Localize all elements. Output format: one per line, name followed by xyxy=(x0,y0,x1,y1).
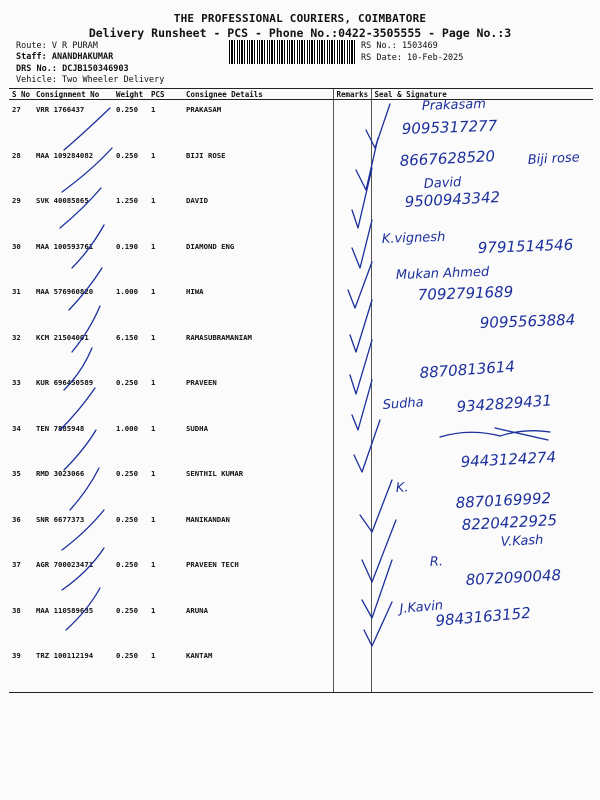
cell-weight: 0.250 xyxy=(116,605,138,615)
cell-pcs: 1 xyxy=(151,332,156,342)
cell-signature xyxy=(371,328,593,374)
cell-sno: 32 xyxy=(12,332,21,342)
cell-consignee: DIAMOND ENG xyxy=(186,241,235,251)
cell-remarks xyxy=(333,601,371,647)
cell-remarks xyxy=(333,510,371,556)
col-header-consignment: Consignment No xyxy=(33,89,113,100)
table-row xyxy=(9,601,593,647)
cell-consignment: MAA 100593761 xyxy=(36,241,94,251)
cell-remarks xyxy=(333,373,371,419)
barcode xyxy=(229,40,356,64)
cell-remarks xyxy=(333,464,371,510)
signature-phone: 9095563884 xyxy=(479,310,576,332)
vehicle-text: Vehicle: Two Wheeler Delivery xyxy=(16,75,165,85)
table-header-row xyxy=(9,89,593,100)
signature-name: R. xyxy=(429,554,444,570)
cell-consignee: ARUNA xyxy=(186,605,208,615)
signature-name: David xyxy=(423,175,462,192)
cell-remarks xyxy=(333,328,371,374)
cell-sno: 30 xyxy=(12,241,21,251)
cell-consignee: DAVID xyxy=(186,196,208,205)
cell-signature xyxy=(371,373,593,419)
cell-pcs: 1 xyxy=(151,378,156,387)
col-header-consignee: Consignee Details xyxy=(183,89,333,100)
cell-signature xyxy=(371,419,593,465)
signature-phone: 9791514546 xyxy=(477,235,574,257)
cell-consignment: KUR 696450589 xyxy=(36,378,94,387)
cell-sno: 36 xyxy=(12,514,21,524)
cell-sno: 35 xyxy=(12,469,21,478)
cell-consignee: RAMASUBRAMANIAM xyxy=(186,332,252,342)
cell-weight: 0.250 xyxy=(116,150,138,160)
cell-consignee: HIWA xyxy=(186,287,204,296)
cell-remarks xyxy=(333,191,371,237)
table-row xyxy=(9,282,593,328)
cell-signature xyxy=(371,146,593,192)
cell-remarks xyxy=(333,100,371,146)
table-row xyxy=(9,191,593,237)
runsheet-table xyxy=(9,88,593,693)
table-row xyxy=(9,646,593,692)
cell-consignee: MANIKANDAN xyxy=(186,514,230,524)
cell-weight: 6.150 xyxy=(116,332,138,342)
signature-name: V.Kash xyxy=(500,532,544,550)
cell-pcs: 1 xyxy=(148,646,183,692)
cell-signature xyxy=(371,601,593,647)
cell-sno: 37 xyxy=(12,560,21,569)
cell-sno: 34 xyxy=(12,423,21,433)
signature-name: Sudha xyxy=(382,395,425,413)
cell-weight: 1.000 xyxy=(116,287,138,296)
col-header-remarks: Remarks xyxy=(333,89,371,100)
cell-pcs: 1 xyxy=(151,105,156,114)
signature-phone: 8072090048 xyxy=(465,566,562,589)
cell-consignment: SVK 40085865 xyxy=(36,196,89,205)
signature-phone: 7092791689 xyxy=(417,282,514,304)
cell-signature xyxy=(371,100,593,146)
staff-name: ANANDHAKUMAR xyxy=(51,52,114,62)
cell-remarks xyxy=(333,146,371,192)
route-text: Route: V R PURAM xyxy=(16,41,98,51)
signature-phone: 9843163152 xyxy=(434,603,532,630)
table-row xyxy=(9,510,593,556)
cell-signature xyxy=(371,646,593,692)
cell-weight: 0.250 xyxy=(116,378,138,387)
cell-weight: 1.000 xyxy=(116,423,138,433)
cell-pcs: 1 xyxy=(151,514,156,524)
cell-remarks xyxy=(333,555,371,601)
cell-weight: 0.250 xyxy=(113,646,148,692)
cell-consignment: VRR 1766437 xyxy=(36,105,85,114)
cell-pcs: 1 xyxy=(151,560,156,569)
table-row xyxy=(9,328,593,374)
rs-number: RS No.: 1503469 xyxy=(361,41,438,51)
signature-phone: 8870813614 xyxy=(419,357,516,382)
cell-signature xyxy=(371,510,593,556)
cell-consignee: KANTAM xyxy=(183,646,333,692)
cell-consignee: PRAKASAM xyxy=(186,105,222,114)
cell-remarks xyxy=(333,419,371,465)
cell-sno: 28 xyxy=(12,150,21,160)
signature-phone: 8667628520 xyxy=(399,147,496,170)
signature-name: Mukan Ahmed xyxy=(395,264,490,283)
cell-remarks xyxy=(333,237,371,283)
drs-number: DCJB150346903 xyxy=(62,64,129,74)
cell-remarks xyxy=(333,646,371,692)
cell-weight: 1.250 xyxy=(116,196,138,205)
cell-consignment: RMD 3023066 xyxy=(36,469,85,478)
table-row xyxy=(9,419,593,465)
cell-weight: 0.250 xyxy=(116,514,138,524)
signature-name: Biji rose xyxy=(527,150,581,168)
cell-consignment: SNR 6677373 xyxy=(36,514,85,524)
cell-signature xyxy=(371,237,593,283)
cell-remarks xyxy=(333,282,371,328)
signature-phone: 8870169992 xyxy=(455,489,552,512)
signature-name: Prakasam xyxy=(421,96,487,114)
cell-sno: 29 xyxy=(12,196,21,205)
cell-signature xyxy=(371,555,593,601)
cell-weight: 0.250 xyxy=(116,469,138,478)
cell-sno: 33 xyxy=(12,378,21,387)
cell-consignment: MAA 109284082 xyxy=(36,150,94,160)
cell-consignment: TEN 7885948 xyxy=(36,423,85,433)
signature-phone: 9443124274 xyxy=(460,448,557,471)
col-header-pcs: PCS xyxy=(148,89,183,100)
cell-pcs: 1 xyxy=(151,196,156,205)
table-row xyxy=(9,146,593,192)
signature-name: J.Kavin xyxy=(399,598,444,617)
cell-consignee: SUDHA xyxy=(186,423,208,433)
cell-pcs: 1 xyxy=(151,605,156,615)
col-header-weight: Weight xyxy=(113,89,148,100)
cell-pcs: 1 xyxy=(151,469,156,478)
cell-sno: 27 xyxy=(12,105,21,114)
table-row xyxy=(9,464,593,510)
cell-consignee: PRAVEEN xyxy=(186,378,217,387)
cell-signature xyxy=(371,464,593,510)
cell-pcs: 1 xyxy=(151,287,156,296)
drs-line xyxy=(16,64,129,75)
col-header-sno: S No xyxy=(9,89,33,100)
cell-signature xyxy=(371,191,593,237)
signature-phone: 8220422925 xyxy=(461,511,558,534)
cell-consignee: SENTHIL KUMAR xyxy=(186,469,244,478)
signature-name: K. xyxy=(395,480,409,496)
cell-consignee: BIJI ROSE xyxy=(186,150,226,160)
cell-weight: 0.190 xyxy=(116,241,138,251)
table-row xyxy=(9,100,593,146)
rs-date: RS Date: 10-Feb-2025 xyxy=(361,53,464,63)
cell-consignment: MAA 110589635 xyxy=(36,605,94,615)
drs-label: DRS No.: xyxy=(16,64,57,74)
cell-consignment: KCM 21504001 xyxy=(36,332,89,342)
table-row xyxy=(9,373,593,419)
cell-consignee: PRAVEEN TECH xyxy=(186,560,239,569)
cell-weight: 0.250 xyxy=(116,560,138,569)
cell-pcs: 1 xyxy=(151,150,156,160)
cell-consignment: TRZ 100112194 xyxy=(33,646,113,692)
staff-label: Staff: xyxy=(16,52,47,62)
cell-signature xyxy=(371,282,593,328)
company-title: THE PROFESSIONAL COURIERS, COIMBATORE xyxy=(173,12,427,25)
cell-pcs: 1 xyxy=(151,241,156,251)
cell-sno: 31 xyxy=(12,287,21,296)
signature-phone: 9500943342 xyxy=(404,188,501,211)
runsheet-subtitle: Delivery Runsheet - PCS - Phone No.:0422-3505555 - Page No.:3 xyxy=(88,26,512,40)
cell-weight: 0.250 xyxy=(116,105,138,114)
col-header-signature: Seal & Signature xyxy=(371,89,593,100)
staff-line xyxy=(16,52,113,63)
table-row xyxy=(9,555,593,601)
table-row xyxy=(9,237,593,283)
signature-phone: 9342829431 xyxy=(456,391,553,416)
signature-name: K.vignesh xyxy=(381,229,446,247)
cell-consignment: AGR 700023471 xyxy=(36,560,94,569)
signature-phone: 9095317277 xyxy=(401,116,498,138)
cell-sno: 39 xyxy=(9,646,33,692)
cell-sno: 38 xyxy=(12,605,21,615)
cell-pcs: 1 xyxy=(151,423,156,433)
cell-consignment: MAA 576960820 xyxy=(36,287,94,296)
